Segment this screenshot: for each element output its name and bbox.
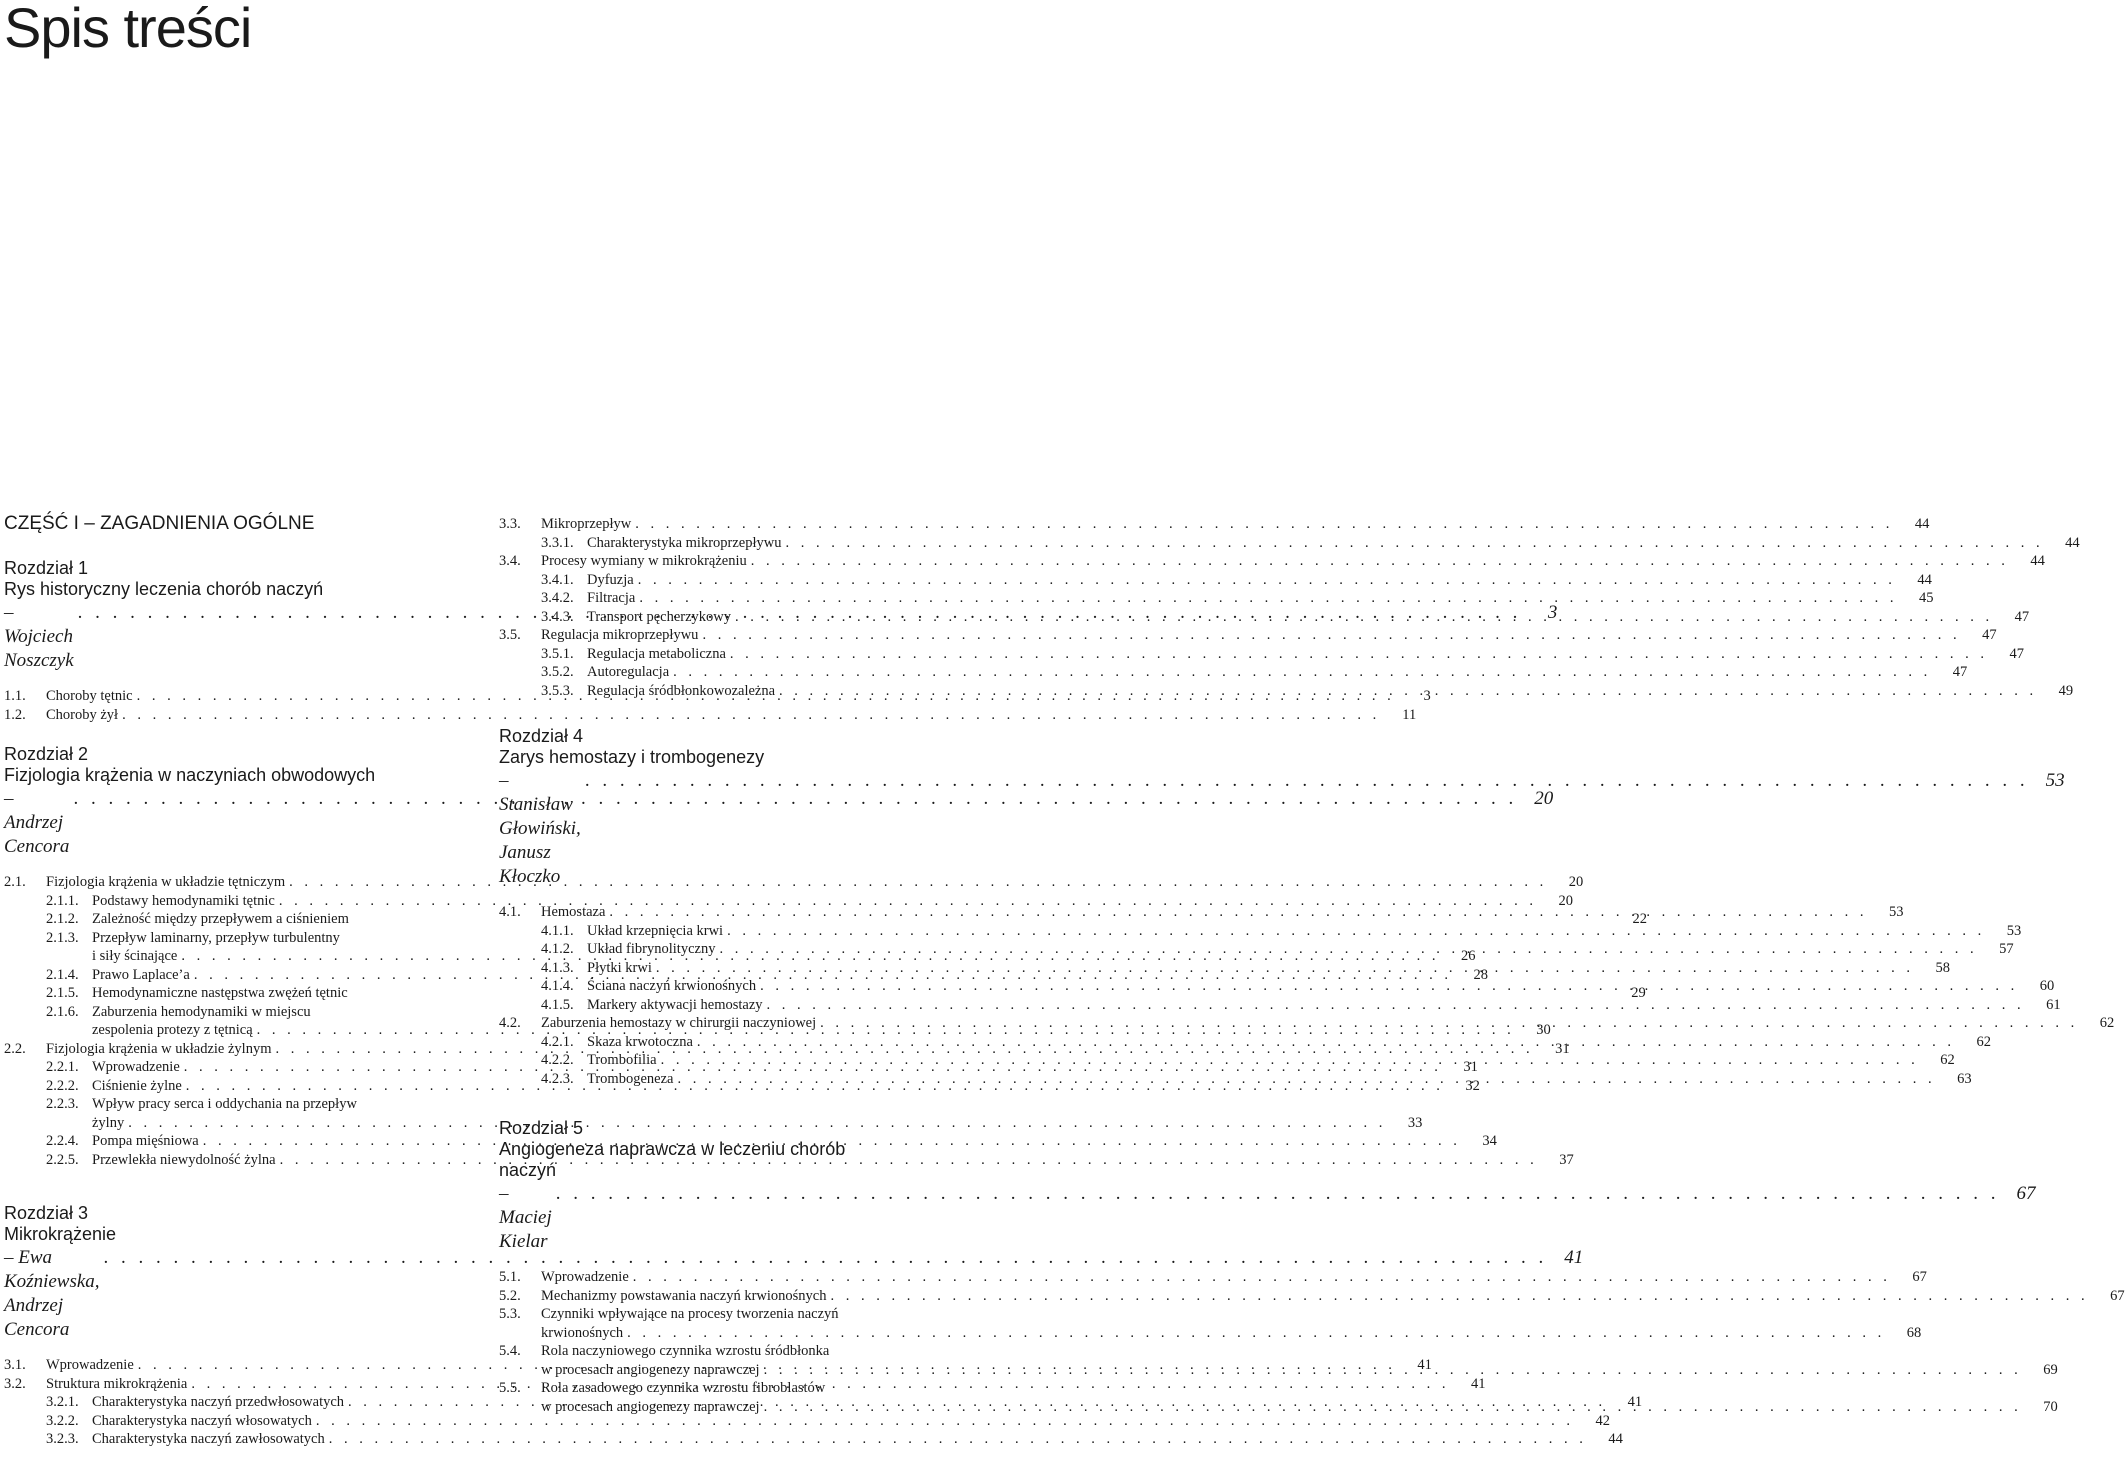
entry-title: Wprowadzenie xyxy=(541,1269,629,1285)
entry-title-continued xyxy=(541,1398,2058,1417)
entry-title: Ściana naczyń krwionośnych xyxy=(587,978,757,994)
entry-number: 2.1.6. xyxy=(46,1003,79,1020)
entry-page: 11 xyxy=(1402,706,1417,723)
chapter-author: – Andrzej Cencora xyxy=(4,788,70,857)
entry-page: 53 xyxy=(2006,922,2022,939)
leader-dots xyxy=(631,515,1893,534)
chapter-label: Rozdział 3 xyxy=(4,1203,89,1223)
entry-page: 63 xyxy=(1957,1070,1972,1087)
entry-title-line2: i siły ścinające xyxy=(92,948,178,964)
entry-title: Ciśnienie żylne xyxy=(92,1077,182,1094)
leader-dots xyxy=(635,589,1897,608)
entry-number: 3.4. xyxy=(499,553,521,569)
entry-number: 3.4.2. xyxy=(541,590,574,606)
entry-page: 41 xyxy=(1470,1375,1486,1392)
entry-title: Wpływ pracy serca i oddychania na przepływ xyxy=(92,1096,357,1112)
entry-title: Zaburzenia hemodynamiki w miejscu xyxy=(92,1003,311,1020)
entry-page: 32 xyxy=(1465,1077,1480,1094)
chapter-author-line xyxy=(499,1182,2036,1254)
entry-title: Przepływ laminarny, przepływ turbulentny xyxy=(92,929,340,946)
entry-body xyxy=(541,1305,1921,1342)
entry-number: 3.5. xyxy=(499,627,521,643)
leader-dots xyxy=(634,571,1896,590)
entry-title: Markery aktywacji hemostazy xyxy=(587,996,763,1013)
entry-page: 42 xyxy=(1595,1412,1610,1429)
entry-page: 3 xyxy=(1423,688,1431,704)
toc-entry[interactable] xyxy=(4,892,1573,911)
part-heading: CZĘŚĆ I – ZAGADNIENIA OGÓLNE xyxy=(4,513,315,534)
entry-number: 3.4.3. xyxy=(541,608,574,625)
entry-number: 3.4.1. xyxy=(541,571,574,588)
entry-page: 47 xyxy=(2009,645,2025,662)
entry-page: 26 xyxy=(1460,948,1476,964)
entry-title: Układ krzepnięcia krwi xyxy=(587,922,724,939)
entry-title: Regulacja mikroprzepływu xyxy=(541,627,699,643)
entry-page: 41 xyxy=(1417,1357,1432,1373)
entry-page: 44 xyxy=(1608,1431,1623,1447)
entry-page: 33 xyxy=(1407,1114,1423,1131)
entry-title-line2: w procesach angiogenezy naprawczej xyxy=(541,1361,760,1378)
entry-page: 57 xyxy=(1999,941,2014,957)
entry-number: 3.1. xyxy=(4,1357,26,1373)
entry-title: Fizjologia krążenia w układzie żylnym xyxy=(46,1040,272,1057)
chapter-title: Angiogeneza naprawcza w leczeniu chorób xyxy=(499,1139,846,1159)
entry-page: 47 xyxy=(1952,664,1968,680)
leader-dots xyxy=(605,903,1867,922)
entry-title-line2: żylny xyxy=(92,1114,125,1131)
entry-page: 68 xyxy=(1906,1324,1922,1341)
leader-dots xyxy=(715,940,1977,959)
entry-number: 4.2.3. xyxy=(541,1070,574,1087)
entry-number: 4.1.2. xyxy=(541,941,574,957)
entry-number: 4.1.5. xyxy=(541,996,574,1013)
entry-title: Rola zasadowego czynnika wzrostu fibroblastów xyxy=(541,1380,826,1396)
entry-title: Mechanizmy powstawania naczyń krwionośnych xyxy=(541,1287,827,1304)
entry-number: 4.1.4. xyxy=(541,978,574,994)
entry-number: 5.4. xyxy=(499,1343,521,1359)
page-title: Spis treści xyxy=(4,0,252,59)
entry-page: 70 xyxy=(2043,1398,2058,1415)
chapter-label: Rozdział 5 xyxy=(499,1118,584,1138)
entry-page: 41 xyxy=(1627,1394,1643,1410)
chapter-page: 3 xyxy=(1547,602,1558,623)
entry-title-line2: krwionośnych xyxy=(541,1324,624,1341)
entry-page: 31 xyxy=(1555,1040,1570,1057)
toc-entry[interactable] xyxy=(499,626,1997,645)
leader-dots xyxy=(763,996,2025,1015)
entry-title: Hemodynamiczne następstwa zwężeń tętnic xyxy=(92,985,348,1001)
entry-title: Autoregulacja xyxy=(587,664,670,680)
entry-number: 3.2. xyxy=(4,1375,26,1392)
entry-title: Zależność między przepływem a ciśnieniem xyxy=(92,911,349,927)
entry-number: 4.1.3. xyxy=(541,959,574,976)
entry-title: Struktura mikrokrążenia xyxy=(46,1375,188,1392)
entry-number: 4.1. xyxy=(499,904,521,920)
entry-page: 53 xyxy=(1889,904,1904,920)
entry-title: Filtracja xyxy=(587,590,636,606)
chapter-page: 20 xyxy=(1534,788,1554,809)
entry-title-line2: zespolenia protezy z tętnicą xyxy=(92,1022,253,1038)
entry-number: 5.2. xyxy=(499,1287,521,1304)
chapter-label: Rozdział 2 xyxy=(4,744,89,764)
chapter-title: Zarys hemostazy i trombogenezy xyxy=(499,747,765,767)
entry-number: 2.2. xyxy=(4,1040,26,1057)
chapter-author: – Wojciech Noszczyk xyxy=(4,602,74,671)
entry-title: Regulacja śródbłonkowozależna xyxy=(587,682,776,699)
entry-title: Przewlekła niewydolność żylna xyxy=(92,1151,276,1168)
chapter-title: Fizjologia krążenia w naczyniach obwodowych xyxy=(4,765,376,785)
entry-page: 44 xyxy=(1914,516,1930,532)
entry-page: 30 xyxy=(1536,1022,1551,1038)
entry-page: 20 xyxy=(1568,874,1584,890)
entry-title-continued xyxy=(541,1361,2058,1380)
toc-entry[interactable] xyxy=(499,1287,2125,1306)
entry-title: Wprowadzenie xyxy=(46,1357,134,1373)
entry-number: 3.3.1. xyxy=(541,534,574,551)
entry-number: 2.1.4. xyxy=(46,966,79,983)
entry-number: 2.2.2. xyxy=(46,1077,79,1094)
toc-entry[interactable] xyxy=(4,1430,1623,1449)
entry-title: Charakterystyka naczyń zawłosowatych xyxy=(92,1431,325,1447)
toc-entry[interactable] xyxy=(4,706,1417,725)
entry-number: 2.1.3. xyxy=(46,929,79,946)
entry-title-continued xyxy=(541,1324,1921,1343)
entry-page: 60 xyxy=(2039,978,2055,994)
toc-entry[interactable] xyxy=(499,682,2074,701)
entry-number: 3.5.3. xyxy=(541,682,574,699)
leader-dots xyxy=(623,1324,1885,1343)
entry-title: Regulacja metaboliczna xyxy=(587,645,726,662)
leader-dots xyxy=(669,663,1931,682)
chapter-author: – Stanisław Głowiński, Janusz Kłoczko xyxy=(499,770,581,887)
leader-dots xyxy=(726,645,1988,664)
entry-page: 47 xyxy=(1982,627,1997,643)
entry-title: Choroby tętnic xyxy=(46,688,133,704)
toc-entry[interactable] xyxy=(499,663,1968,682)
entry-number: 2.2.1. xyxy=(46,1059,79,1075)
chapter-author: – Maciej Kielar xyxy=(499,1183,552,1252)
entry-page: 44 xyxy=(2065,534,2080,551)
leader-dots xyxy=(693,1033,1955,1052)
entry-page: 45 xyxy=(1918,590,1934,606)
entry-number: 2.2.4. xyxy=(46,1133,79,1149)
entry-number: 3.2.2. xyxy=(46,1412,79,1429)
entry-title: Układ fibrynolityczny xyxy=(587,941,716,957)
entry-title: Prawo Laplace’a xyxy=(92,966,190,983)
entry-title: Mikroprzepływ xyxy=(541,516,632,532)
chapter-page: 67 xyxy=(2016,1183,2036,1204)
chapter-page: 53 xyxy=(2045,770,2065,791)
leader-dots xyxy=(629,1268,1891,1287)
entry-number: 4.2. xyxy=(499,1015,521,1031)
entry-title: Zaburzenia hemostazy w chirurgii naczyniowej xyxy=(541,1015,817,1031)
leader-dots xyxy=(826,1287,2088,1306)
entry-title: Choroby żył xyxy=(46,706,119,723)
entry-title: Trombogeneza xyxy=(587,1070,674,1087)
leader-dots xyxy=(552,1182,2000,1206)
chapter-author: – Ewa Koźniewska, Andrzej Cencora xyxy=(4,1247,100,1340)
entry-number: 5.5. xyxy=(499,1380,521,1396)
leader-dots xyxy=(652,959,1914,978)
entry-number: 2.2.3. xyxy=(46,1096,79,1112)
chapter-title: Mikrokrążenie xyxy=(4,1224,117,1244)
entry-page: 34 xyxy=(1482,1133,1497,1149)
entry-page: 62 xyxy=(2099,1015,2115,1031)
chapter-title: naczyń xyxy=(499,1160,557,1180)
entry-page: 28 xyxy=(1473,966,1488,983)
chapter-label: Rozdział 4 xyxy=(499,726,584,746)
entry-title: Procesy wymiany w mikrokrążeniu xyxy=(541,553,747,569)
toc-entry[interactable] xyxy=(499,552,2045,571)
leader-dots xyxy=(760,1361,2022,1380)
chapter-title: Rys historyczny leczenia chorób naczyń xyxy=(4,579,324,599)
entry-page: 20 xyxy=(1558,892,1573,909)
toc-entry[interactable] xyxy=(499,589,1934,608)
entry-title: Trombofilia xyxy=(587,1052,657,1068)
entry-number: 3.5.2. xyxy=(541,664,574,680)
leader-dots xyxy=(657,1051,1919,1070)
leader-dots xyxy=(698,626,1960,645)
entry-title: Czynniki wpływające na procesy tworzenia naczyń xyxy=(541,1306,839,1322)
leader-dots xyxy=(760,1398,2022,1417)
entry-number: 4.2.2. xyxy=(541,1052,574,1068)
entry-number: 3.2.1. xyxy=(46,1394,79,1410)
entry-number: 3.3. xyxy=(499,516,521,532)
entry-number: 2.1.1. xyxy=(46,892,79,909)
entry-title: Fizjologia krążenia w układzie tętniczym xyxy=(46,874,286,890)
leader-dots xyxy=(723,922,1985,941)
entry-title: Wprowadzenie xyxy=(92,1059,180,1075)
chapter-entries-continued xyxy=(499,515,2080,700)
entry-page: 62 xyxy=(1976,1033,1992,1050)
entry-page: 62 xyxy=(1940,1052,1955,1068)
entry-page: 31 xyxy=(1463,1059,1478,1075)
entry-title: Charakterystyka mikroprzepływu xyxy=(587,534,782,551)
entry-number: 2.1.2. xyxy=(46,911,79,927)
entry-number: 2.1.5. xyxy=(46,985,79,1001)
entry-body xyxy=(541,1342,2058,1379)
leader-dots xyxy=(775,682,2037,701)
toc-entry[interactable] xyxy=(499,1305,1922,1342)
leader-dots xyxy=(581,769,2029,793)
entry-title: Dyfuzja xyxy=(587,571,634,588)
entry-page: 67 xyxy=(2110,1287,2125,1304)
entry-title: Podstawy hemodynamiki tętnic xyxy=(92,892,275,909)
leader-dots xyxy=(781,534,2043,553)
toc-entry[interactable] xyxy=(499,1268,1927,1287)
leader-dots xyxy=(747,552,2009,571)
entry-page: 37 xyxy=(1559,1151,1574,1168)
entry-number: 1.1. xyxy=(4,688,26,704)
entry-number: 3.5.1. xyxy=(541,645,574,662)
entry-page: 69 xyxy=(2043,1361,2058,1378)
entry-body xyxy=(541,1379,2058,1416)
toc-entry[interactable] xyxy=(499,515,1930,534)
entry-page: 49 xyxy=(2058,682,2074,699)
entry-number: 2.2.5. xyxy=(46,1151,79,1168)
entry-title: Hemostaza xyxy=(541,904,606,920)
entry-number: 5.1. xyxy=(499,1269,521,1285)
entry-page: 61 xyxy=(2046,996,2061,1013)
entry-title: Pompa mięśniowa xyxy=(92,1133,199,1149)
entry-number: 4.2.1. xyxy=(541,1033,574,1050)
entry-page: 47 xyxy=(2014,608,2030,625)
entry-page: 67 xyxy=(1912,1269,1927,1285)
entry-title: Charakterystyka naczyń przedwłosowatych xyxy=(92,1394,345,1410)
toc-entry[interactable] xyxy=(4,1412,1610,1431)
entry-page: 44 xyxy=(2030,553,2045,569)
toc-entry[interactable] xyxy=(499,571,1932,590)
entry-title: Rola naczyniowego czynnika wzrostu śródbłonka xyxy=(541,1343,830,1359)
entry-title: Charakterystyka naczyń włosowatych xyxy=(92,1412,312,1429)
leader-dots xyxy=(731,608,1993,627)
toc-entry[interactable] xyxy=(499,608,2030,627)
entry-number: 3.2.3. xyxy=(46,1431,79,1447)
toc-entry[interactable] xyxy=(499,645,2025,664)
entry-page: 44 xyxy=(1917,571,1932,588)
chapter-page: 41 xyxy=(1564,1247,1584,1268)
entry-number: 5.3. xyxy=(499,1306,521,1322)
entry-title: Transport pęcherzykowy xyxy=(587,608,732,625)
toc-entry[interactable] xyxy=(499,922,2022,941)
entry-title-line2: w procesach angiogenezy naprawczej xyxy=(541,1398,760,1415)
leader-dots xyxy=(756,977,2018,996)
toc-entry[interactable] xyxy=(499,996,2061,1015)
leader-dots xyxy=(816,1014,2078,1033)
toc-entry[interactable] xyxy=(499,534,2080,553)
entry-page: 29 xyxy=(1631,985,1646,1001)
entry-number: 4.1.1. xyxy=(541,922,574,939)
chapter-label: Rozdział 1 xyxy=(4,558,89,578)
leader-dots xyxy=(673,1070,1935,1089)
entry-page: 22 xyxy=(1632,911,1647,927)
entry-title: Skaza krwotoczna xyxy=(587,1033,693,1050)
entry-page: 58 xyxy=(1935,959,1950,976)
entry-title: Płytki krwi xyxy=(587,959,652,976)
toc-entry[interactable] xyxy=(4,873,1584,892)
entry-number: 1.2. xyxy=(4,706,26,723)
entry-number: 2.1. xyxy=(4,874,26,890)
